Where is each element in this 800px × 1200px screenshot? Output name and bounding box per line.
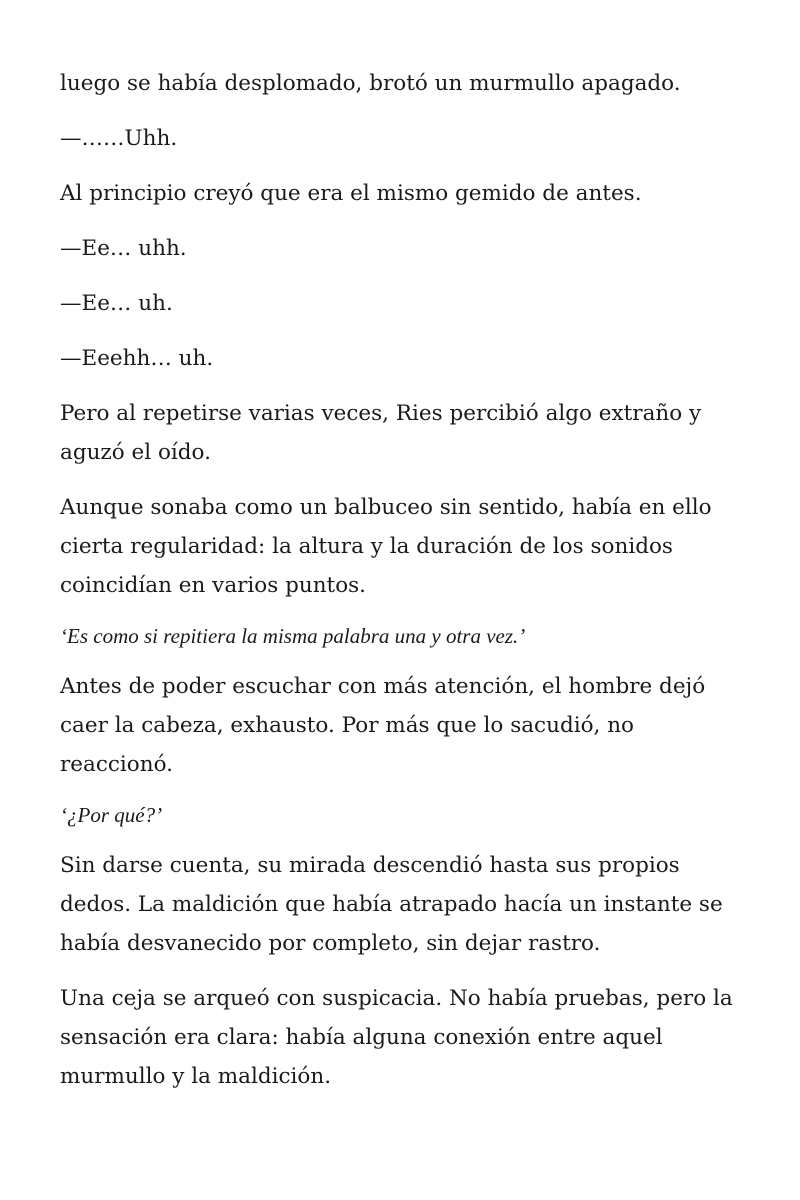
dialogue-line: —Ee… uh. xyxy=(60,291,173,316)
paragraph: Pero al repetirse varias veces, Ries percibió algo extraño y aguzó el oído. xyxy=(60,401,702,465)
paragraph: luego se había desplomado, brotó un murmullo apagado. xyxy=(60,71,681,96)
dialogue-line: —Eeehh… uh. xyxy=(60,346,214,371)
paragraph: Aunque sonaba como un balbuceo sin sentido, había en ello cierta regularidad: la altura y la duración de los sonidos coincidían en varios puntos. xyxy=(60,495,712,598)
paragraph: Una ceja se arqueó con suspicacia. No había pruebas, pero la sensación era clara: había alguna conexión entre aquel murmullo y la maldición. xyxy=(60,986,733,1089)
paragraph: Antes de poder escuchar con más atención, el hombre dejó caer la cabeza, exhausto. Por más que lo sacudió, no reaccionó. xyxy=(60,674,706,777)
page-text xyxy=(60,64,750,1112)
dialogue-line: —Ee… uhh. xyxy=(60,236,187,261)
inner-thought: ‘¿Por qué?’ xyxy=(60,803,163,827)
dialogue-line: —……Uhh. xyxy=(60,126,178,151)
paragraph: Al principio creyó que era el mismo gemido de antes. xyxy=(60,181,642,206)
paragraph: Sin darse cuenta, su mirada descendió hasta sus propios dedos. La maldición que había atrapado hacía un instante se había desvanecido por completo, sin dejar rastro. xyxy=(60,853,723,956)
inner-thought: ‘Es como si repitiera la misma palabra una y otra vez.’ xyxy=(60,624,526,648)
